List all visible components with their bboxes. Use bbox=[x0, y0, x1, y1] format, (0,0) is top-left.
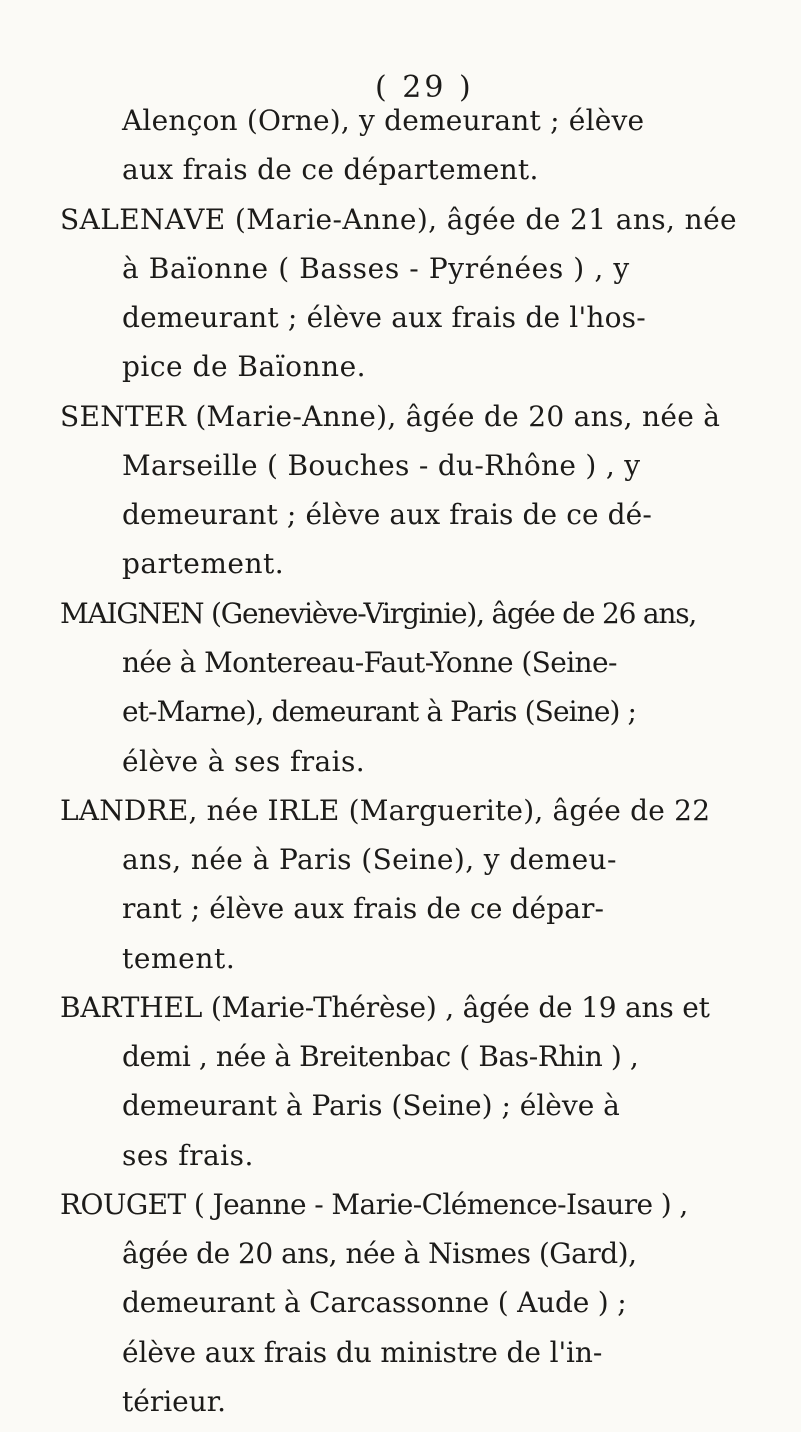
text-line: née à Montereau-Faut-Yonne (Seine- bbox=[122, 646, 617, 679]
text-line: Alençon (Orne), y demeurant ; élève bbox=[122, 104, 645, 137]
text-line: partement. bbox=[122, 547, 285, 580]
text-line: élève à ses frais. bbox=[122, 745, 366, 778]
text-line: demeurant ; élève aux frais de ce dé- bbox=[122, 498, 652, 531]
text-line: à Baïonne ( Basses - Pyrénées ) , y bbox=[122, 252, 630, 285]
page-number: ( 29 ) bbox=[375, 70, 474, 105]
entry-salenave: SALENAVE (Marie-Anne), âgée de 21 ans, née bbox=[60, 203, 738, 236]
text-line: tement. bbox=[122, 942, 236, 975]
entry-landre: LANDRE, née IRLE (Marguerite), âgée de 22 bbox=[60, 794, 711, 827]
text-line: Marseille ( Bouches - du-Rhône ) , y bbox=[122, 449, 641, 482]
text-line: térieur. bbox=[122, 1385, 226, 1418]
entry-barthel: BARTHEL (Marie-Thérèse) , âgée de 19 ans et bbox=[60, 991, 710, 1024]
text-line: et-Marne), demeurant à Paris (Seine) ; bbox=[122, 695, 637, 728]
entry-maignen: MAIGNEN (Geneviève-Virginie), âgée de 26 ans, bbox=[60, 597, 697, 630]
text-line: ses frais. bbox=[122, 1139, 254, 1172]
text-line: demeurant à Paris (Seine) ; élève à bbox=[122, 1089, 620, 1122]
text-line: demi , née à Breitenbac ( Bas-Rhin ) , bbox=[122, 1040, 639, 1073]
text-line: rant ; élève aux frais de ce dépar- bbox=[122, 892, 605, 925]
entry-senter: SENTER (Marie-Anne), âgée de 20 ans, née à bbox=[60, 400, 721, 433]
entry-rouget: ROUGET ( Jeanne - Marie-Clémence-Isaure ) , bbox=[60, 1188, 688, 1221]
text-line: ans, née à Paris (Seine), y demeu- bbox=[122, 843, 617, 876]
text-line: aux frais de ce département. bbox=[122, 153, 539, 186]
text-line: demeurant à Carcassonne ( Aude ) ; bbox=[122, 1286, 627, 1319]
text-line: pice de Baïonne. bbox=[122, 350, 367, 383]
text-line: âgée de 20 ans, née à Nismes (Gard), bbox=[122, 1237, 637, 1270]
text-line: élève aux frais du ministre de l'in- bbox=[122, 1336, 603, 1369]
text-line: demeurant ; élève aux frais de l'hos- bbox=[122, 301, 646, 334]
